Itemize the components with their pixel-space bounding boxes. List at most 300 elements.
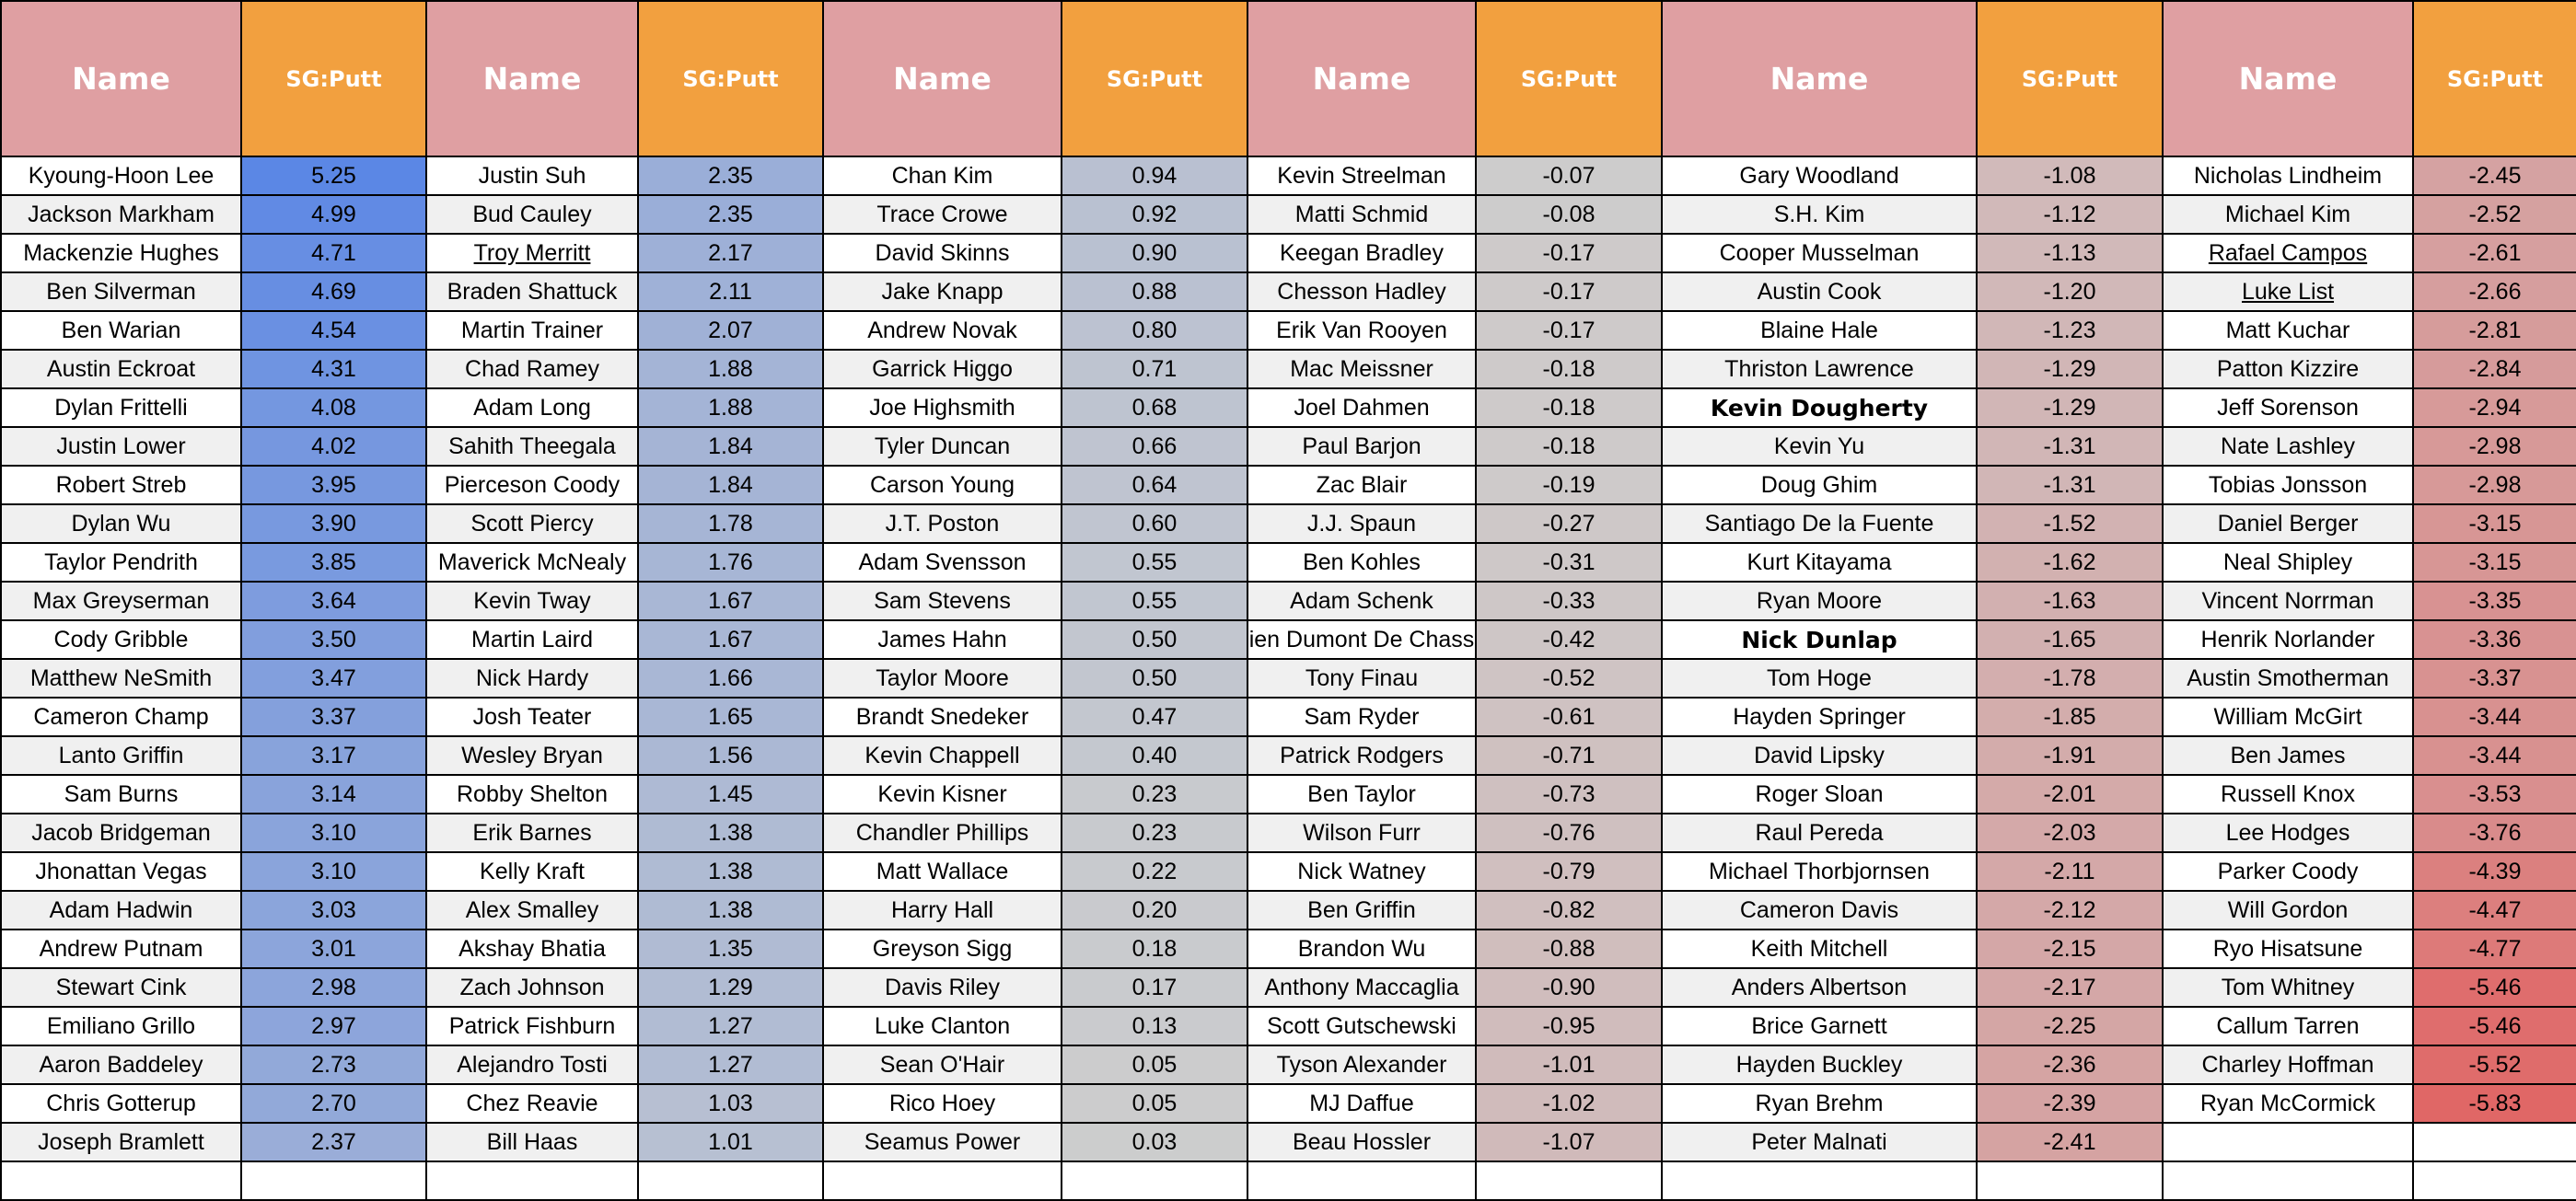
sg-putt-cell[interactable]: 3.01 — [241, 930, 426, 968]
player-name-cell[interactable]: Justin Suh — [426, 156, 638, 195]
sg-putt-cell[interactable]: 0.68 — [1062, 388, 1247, 427]
sg-putt-cell[interactable]: 0.71 — [1062, 350, 1247, 388]
player-name-cell[interactable]: Tom Whitney — [2163, 968, 2413, 1007]
player-name-cell[interactable]: Seamus Power — [823, 1123, 1062, 1161]
player-name-cell[interactable]: Ryan McCormick — [2163, 1084, 2413, 1123]
player-name-cell[interactable]: Carson Young — [823, 466, 1062, 504]
sg-putt-cell[interactable]: -0.17 — [1476, 311, 1662, 350]
player-name-cell[interactable]: Alex Smalley — [426, 891, 638, 930]
sg-putt-cell[interactable]: 1.29 — [638, 968, 823, 1007]
sg-putt-cell[interactable]: -0.52 — [1476, 659, 1662, 698]
sg-putt-cell[interactable]: -1.78 — [1977, 659, 2163, 698]
sg-putt-cell[interactable]: 2.17 — [638, 234, 823, 272]
player-name-cell[interactable]: Beau Hossler — [1247, 1123, 1476, 1161]
sg-putt-cell[interactable]: -0.61 — [1476, 698, 1662, 736]
player-name-cell[interactable]: Tom Hoge — [1662, 659, 1977, 698]
sg-putt-cell[interactable]: 2.97 — [241, 1007, 426, 1045]
name-header-1[interactable]: Name — [1, 1, 241, 156]
player-name-cell[interactable]: Callum Tarren — [2163, 1007, 2413, 1045]
player-name-cell[interactable]: Brandt Snedeker — [823, 698, 1062, 736]
player-name-cell[interactable]: Jeff Sorenson — [2163, 388, 2413, 427]
player-name-cell[interactable]: Tyler Duncan — [823, 427, 1062, 466]
sg-putt-cell[interactable]: -1.62 — [1977, 543, 2163, 582]
sg-putt-cell[interactable]: 1.45 — [638, 775, 823, 814]
player-name-cell[interactable]: William McGirt — [2163, 698, 2413, 736]
sg-putt-cell[interactable]: 4.08 — [241, 388, 426, 427]
sg-putt-cell[interactable]: 3.17 — [241, 736, 426, 775]
player-name-cell[interactable]: Brandon Wu — [1247, 930, 1476, 968]
player-name-cell[interactable]: Adam Long — [426, 388, 638, 427]
player-name-cell[interactable]: Blaine Hale — [1662, 311, 1977, 350]
player-name-cell[interactable]: Adam Hadwin — [1, 891, 241, 930]
sg-putt-cell[interactable]: 0.20 — [1062, 891, 1247, 930]
player-name-cell[interactable]: Cameron Champ — [1, 698, 241, 736]
sg-putt-cell[interactable]: 5.25 — [241, 156, 426, 195]
player-name-cell[interactable]: Kevin Kisner — [823, 775, 1062, 814]
player-name-cell[interactable]: Zac Blair — [1247, 466, 1476, 504]
sg-putt-cell[interactable]: 0.90 — [1062, 234, 1247, 272]
empty-cell[interactable] — [1977, 1161, 2163, 1200]
player-name-cell[interactable]: Anders Albertson — [1662, 968, 1977, 1007]
sg-putt-cell[interactable]: 0.22 — [1062, 852, 1247, 891]
sg-putt-cell[interactable]: -2.39 — [1977, 1084, 2163, 1123]
sg-putt-cell[interactable]: -0.08 — [1476, 195, 1662, 234]
player-name-cell[interactable]: Austin Cook — [1662, 272, 1977, 311]
player-name-cell[interactable]: Max Greyserman — [1, 582, 241, 620]
player-name-cell[interactable]: Cody Gribble — [1, 620, 241, 659]
sg-putt-cell[interactable]: 3.64 — [241, 582, 426, 620]
player-name-cell[interactable]: Sahith Theegala — [426, 427, 638, 466]
player-name-cell[interactable]: Luke List — [2163, 272, 2413, 311]
player-name-cell[interactable]: Austin Smotherman — [2163, 659, 2413, 698]
player-name-cell[interactable]: Justin Lower — [1, 427, 241, 466]
sg-putt-cell[interactable]: 2.11 — [638, 272, 823, 311]
sg-putt-cell[interactable]: 0.05 — [1062, 1084, 1247, 1123]
player-name-cell[interactable]: Peter Malnati — [1662, 1123, 1977, 1161]
player-name-cell[interactable]: James Hahn — [823, 620, 1062, 659]
sg-putt-cell[interactable]: 1.88 — [638, 388, 823, 427]
player-name-cell[interactable]: Robby Shelton — [426, 775, 638, 814]
sg-putt-header-1[interactable]: SG:Putt — [241, 1, 426, 156]
sg-putt-header-6[interactable]: SG:Putt — [2413, 1, 2576, 156]
sg-putt-cell[interactable]: -0.18 — [1476, 350, 1662, 388]
player-name-cell[interactable]: Tobias Jonsson — [2163, 466, 2413, 504]
sg-putt-cell[interactable]: -3.15 — [2413, 543, 2576, 582]
player-name-cell[interactable]: Doug Ghim — [1662, 466, 1977, 504]
sg-putt-cell[interactable]: 1.01 — [638, 1123, 823, 1161]
sg-putt-cell[interactable]: -1.85 — [1977, 698, 2163, 736]
sg-putt-cell[interactable]: -1.02 — [1476, 1084, 1662, 1123]
sg-putt-cell[interactable]: 0.18 — [1062, 930, 1247, 968]
sg-putt-cell[interactable]: -0.33 — [1476, 582, 1662, 620]
sg-putt-cell[interactable]: -2.17 — [1977, 968, 2163, 1007]
player-name-cell[interactable]: J.J. Spaun — [1247, 504, 1476, 543]
sg-putt-cell[interactable]: 4.02 — [241, 427, 426, 466]
sg-putt-cell[interactable]: -5.46 — [2413, 968, 2576, 1007]
player-name-cell[interactable]: David Skinns — [823, 234, 1062, 272]
player-name-cell[interactable]: Sam Stevens — [823, 582, 1062, 620]
player-name-cell[interactable]: Matt Wallace — [823, 852, 1062, 891]
player-name-cell[interactable]: Lee Hodges — [2163, 814, 2413, 852]
player-name-cell[interactable]: Roger Sloan — [1662, 775, 1977, 814]
player-name-cell[interactable]: Trace Crowe — [823, 195, 1062, 234]
sg-putt-cell[interactable]: -1.23 — [1977, 311, 2163, 350]
sg-putt-cell[interactable]: -3.53 — [2413, 775, 2576, 814]
sg-putt-cell[interactable]: -0.90 — [1476, 968, 1662, 1007]
player-name-cell[interactable]: Tyson Alexander — [1247, 1045, 1476, 1084]
sg-putt-cell[interactable]: -0.07 — [1476, 156, 1662, 195]
empty-cell[interactable] — [2413, 1123, 2576, 1161]
empty-cell[interactable] — [823, 1161, 1062, 1200]
sg-putt-cell[interactable]: -0.82 — [1476, 891, 1662, 930]
sg-putt-cell[interactable]: 2.37 — [241, 1123, 426, 1161]
player-name-cell[interactable]: Michael Kim — [2163, 195, 2413, 234]
sg-putt-cell[interactable]: -3.35 — [2413, 582, 2576, 620]
sg-putt-cell[interactable]: -5.83 — [2413, 1084, 2576, 1123]
player-name-cell[interactable]: MJ Daffue — [1247, 1084, 1476, 1123]
player-name-cell[interactable]: Kevin Streelman — [1247, 156, 1476, 195]
sg-putt-cell[interactable]: -1.29 — [1977, 388, 2163, 427]
player-name-cell[interactable]: Zach Johnson — [426, 968, 638, 1007]
player-name-cell[interactable]: Hayden Springer — [1662, 698, 1977, 736]
player-name-cell[interactable]: Michael Thorbjornsen — [1662, 852, 1977, 891]
player-name-cell[interactable]: Wilson Furr — [1247, 814, 1476, 852]
player-name-cell[interactable]: Keegan Bradley — [1247, 234, 1476, 272]
player-name-cell[interactable]: J.T. Poston — [823, 504, 1062, 543]
player-name-cell[interactable]: Matti Schmid — [1247, 195, 1476, 234]
player-name-cell[interactable]: Patrick Rodgers — [1247, 736, 1476, 775]
player-name-cell[interactable]: Kurt Kitayama — [1662, 543, 1977, 582]
sg-putt-cell[interactable]: 0.94 — [1062, 156, 1247, 195]
sg-putt-cell[interactable]: 3.37 — [241, 698, 426, 736]
player-name-cell[interactable]: Charley Hoffman — [2163, 1045, 2413, 1084]
player-name-cell[interactable]: Mac Meissner — [1247, 350, 1476, 388]
player-name-cell[interactable]: Adam Svensson — [823, 543, 1062, 582]
player-name-cell[interactable]: Vincent Norrman — [2163, 582, 2413, 620]
player-name-cell[interactable]: Kevin Tway — [426, 582, 638, 620]
empty-cell[interactable] — [1247, 1161, 1476, 1200]
player-name-cell[interactable]: Paul Barjon — [1247, 427, 1476, 466]
player-name-cell[interactable]: Nick Hardy — [426, 659, 638, 698]
sg-putt-cell[interactable]: 1.84 — [638, 427, 823, 466]
sg-putt-header-5[interactable]: SG:Putt — [1977, 1, 2163, 156]
player-name-cell[interactable]: Greyson Sigg — [823, 930, 1062, 968]
player-name-cell[interactable]: Keith Mitchell — [1662, 930, 1977, 968]
sg-putt-cell[interactable]: -0.17 — [1476, 272, 1662, 311]
player-name-cell[interactable]: Ben Taylor — [1247, 775, 1476, 814]
player-name-cell[interactable]: Bud Cauley — [426, 195, 638, 234]
sg-putt-cell[interactable]: 1.84 — [638, 466, 823, 504]
player-name-cell[interactable]: Jhonattan Vegas — [1, 852, 241, 891]
sg-putt-cell[interactable]: 0.50 — [1062, 659, 1247, 698]
player-name-cell[interactable]: Maverick McNealy — [426, 543, 638, 582]
player-name-cell[interactable]: Tony Finau — [1247, 659, 1476, 698]
sg-putt-cell[interactable]: 2.70 — [241, 1084, 426, 1123]
player-name-cell[interactable]: Taylor Moore — [823, 659, 1062, 698]
player-name-cell[interactable]: Dylan Wu — [1, 504, 241, 543]
player-name-cell[interactable]: Luke Clanton — [823, 1007, 1062, 1045]
sg-putt-cell[interactable]: 0.03 — [1062, 1123, 1247, 1161]
sg-putt-cell[interactable]: -2.25 — [1977, 1007, 2163, 1045]
sg-putt-cell[interactable]: 0.60 — [1062, 504, 1247, 543]
sg-putt-cell[interactable]: -0.76 — [1476, 814, 1662, 852]
sg-putt-cell[interactable]: -0.17 — [1476, 234, 1662, 272]
player-name-cell[interactable]: Robert Streb — [1, 466, 241, 504]
sg-putt-cell[interactable]: -1.31 — [1977, 427, 2163, 466]
player-name-cell[interactable]: Ben James — [2163, 736, 2413, 775]
sg-putt-cell[interactable]: 1.88 — [638, 350, 823, 388]
sg-putt-cell[interactable]: -0.42 — [1476, 620, 1662, 659]
sg-putt-cell[interactable]: 0.88 — [1062, 272, 1247, 311]
sg-putt-cell[interactable]: 3.50 — [241, 620, 426, 659]
player-name-cell[interactable]: Will Gordon — [2163, 891, 2413, 930]
sg-putt-cell[interactable]: 3.10 — [241, 814, 426, 852]
player-name-cell[interactable]: Chad Ramey — [426, 350, 638, 388]
sg-putt-cell[interactable]: -2.66 — [2413, 272, 2576, 311]
player-name-cell[interactable]: Scott Piercy — [426, 504, 638, 543]
sg-putt-cell[interactable]: -2.98 — [2413, 427, 2576, 466]
player-name-cell[interactable]: Josh Teater — [426, 698, 638, 736]
sg-putt-cell[interactable]: 0.13 — [1062, 1007, 1247, 1045]
player-name-cell[interactable]: Cooper Musselman — [1662, 234, 1977, 272]
player-name-cell[interactable]: Gary Woodland — [1662, 156, 1977, 195]
sg-putt-cell[interactable]: 0.55 — [1062, 543, 1247, 582]
sg-putt-cell[interactable]: 1.76 — [638, 543, 823, 582]
sg-putt-cell[interactable]: -1.08 — [1977, 156, 2163, 195]
sg-putt-cell[interactable]: -1.52 — [1977, 504, 2163, 543]
player-name-cell[interactable]: Nick Dunlap — [1662, 620, 1977, 659]
sg-putt-cell[interactable]: -3.76 — [2413, 814, 2576, 852]
sg-putt-cell[interactable]: 3.10 — [241, 852, 426, 891]
player-name-cell[interactable]: Joe Highsmith — [823, 388, 1062, 427]
sg-putt-cell[interactable]: 0.47 — [1062, 698, 1247, 736]
player-name-cell[interactable]: Henrik Norlander — [2163, 620, 2413, 659]
sg-putt-cell[interactable]: -1.29 — [1977, 350, 2163, 388]
sg-putt-cell[interactable]: 3.90 — [241, 504, 426, 543]
empty-cell[interactable] — [1, 1161, 241, 1200]
player-name-cell[interactable]: Parker Coody — [2163, 852, 2413, 891]
empty-cell[interactable] — [426, 1161, 638, 1200]
sg-putt-cell[interactable]: -1.12 — [1977, 195, 2163, 234]
player-name-cell[interactable]: Davis Riley — [823, 968, 1062, 1007]
sg-putt-cell[interactable]: -1.13 — [1977, 234, 2163, 272]
player-name-cell[interactable]: Erik Barnes — [426, 814, 638, 852]
player-name-cell[interactable]: Chez Reavie — [426, 1084, 638, 1123]
player-name-cell[interactable]: Emiliano Grillo — [1, 1007, 241, 1045]
sg-putt-cell[interactable]: 3.03 — [241, 891, 426, 930]
player-name-cell[interactable]: Brice Garnett — [1662, 1007, 1977, 1045]
sg-putt-cell[interactable]: -2.98 — [2413, 466, 2576, 504]
player-name-cell[interactable]: Sam Ryder — [1247, 698, 1476, 736]
player-name-cell[interactable]: Taylor Pendrith — [1, 543, 241, 582]
player-name-cell[interactable]: Chesson Hadley — [1247, 272, 1476, 311]
player-name-cell[interactable]: Lanto Griffin — [1, 736, 241, 775]
sg-putt-cell[interactable]: -2.94 — [2413, 388, 2576, 427]
sg-putt-header-2[interactable]: SG:Putt — [638, 1, 823, 156]
sg-putt-header-4[interactable]: SG:Putt — [1476, 1, 1662, 156]
player-name-cell[interactable]: Daniel Berger — [2163, 504, 2413, 543]
sg-putt-cell[interactable]: 4.69 — [241, 272, 426, 311]
sg-putt-cell[interactable]: -0.79 — [1476, 852, 1662, 891]
player-name-cell[interactable]: Harry Hall — [823, 891, 1062, 930]
sg-putt-cell[interactable]: 4.71 — [241, 234, 426, 272]
player-name-cell[interactable]: Patrick Fishburn — [426, 1007, 638, 1045]
empty-cell[interactable] — [241, 1161, 426, 1200]
player-name-cell[interactable]: Ryan Brehm — [1662, 1084, 1977, 1123]
sg-putt-cell[interactable]: -1.63 — [1977, 582, 2163, 620]
sg-putt-cell[interactable]: -2.12 — [1977, 891, 2163, 930]
sg-putt-cell[interactable]: -1.65 — [1977, 620, 2163, 659]
sg-putt-cell[interactable]: -2.03 — [1977, 814, 2163, 852]
sg-putt-cell[interactable]: 0.05 — [1062, 1045, 1247, 1084]
sg-putt-cell[interactable]: -2.01 — [1977, 775, 2163, 814]
sg-putt-cell[interactable]: 1.65 — [638, 698, 823, 736]
name-header-3[interactable]: Name — [823, 1, 1062, 156]
sg-putt-cell[interactable]: 1.78 — [638, 504, 823, 543]
sg-putt-cell[interactable]: -0.31 — [1476, 543, 1662, 582]
sg-putt-cell[interactable]: 1.38 — [638, 852, 823, 891]
sg-putt-cell[interactable]: 4.31 — [241, 350, 426, 388]
player-name-cell[interactable]: Ben Griffin — [1247, 891, 1476, 930]
player-name-cell[interactable]: Kevin Chappell — [823, 736, 1062, 775]
player-name-cell[interactable]: Stewart Cink — [1, 968, 241, 1007]
sg-putt-cell[interactable]: -0.27 — [1476, 504, 1662, 543]
name-header-4[interactable]: Name — [1247, 1, 1476, 156]
sg-putt-cell[interactable]: 2.07 — [638, 311, 823, 350]
player-name-cell[interactable]: Santiago De la Fuente — [1662, 504, 1977, 543]
player-name-cell[interactable]: Braden Shattuck — [426, 272, 638, 311]
player-name-cell[interactable]: Nicholas Lindheim — [2163, 156, 2413, 195]
player-name-cell[interactable]: Patton Kizzire — [2163, 350, 2413, 388]
player-name-cell[interactable]: Matt Kuchar — [2163, 311, 2413, 350]
player-name-cell[interactable]: Kelly Kraft — [426, 852, 638, 891]
sg-putt-cell[interactable]: 0.23 — [1062, 775, 1247, 814]
sg-putt-cell[interactable]: 1.35 — [638, 930, 823, 968]
player-name-cell[interactable]: Cameron Davis — [1662, 891, 1977, 930]
sg-putt-cell[interactable]: -5.46 — [2413, 1007, 2576, 1045]
sg-putt-cell[interactable]: -4.39 — [2413, 852, 2576, 891]
sg-putt-cell[interactable]: -2.41 — [1977, 1123, 2163, 1161]
sg-putt-cell[interactable]: -0.88 — [1476, 930, 1662, 968]
player-name-cell[interactable]: ien Dumont De Chass — [1247, 620, 1476, 659]
player-name-cell[interactable]: Ryo Hisatsune — [2163, 930, 2413, 968]
player-name-cell[interactable]: Ben Warian — [1, 311, 241, 350]
name-header-2[interactable]: Name — [426, 1, 638, 156]
player-name-cell[interactable]: Ryan Moore — [1662, 582, 1977, 620]
sg-putt-cell[interactable]: -1.01 — [1476, 1045, 1662, 1084]
sg-putt-cell[interactable]: 1.27 — [638, 1045, 823, 1084]
sg-putt-cell[interactable]: -4.77 — [2413, 930, 2576, 968]
player-name-cell[interactable]: Joseph Bramlett — [1, 1123, 241, 1161]
player-name-cell[interactable]: Andrew Putnam — [1, 930, 241, 968]
sg-putt-cell[interactable]: 3.85 — [241, 543, 426, 582]
sg-putt-cell[interactable]: -1.20 — [1977, 272, 2163, 311]
player-name-cell[interactable]: Matthew NeSmith — [1, 659, 241, 698]
player-name-cell[interactable]: Russell Knox — [2163, 775, 2413, 814]
player-name-cell[interactable]: Dylan Frittelli — [1, 388, 241, 427]
player-name-cell[interactable]: Alejandro Tosti — [426, 1045, 638, 1084]
player-name-cell[interactable]: Neal Shipley — [2163, 543, 2413, 582]
player-name-cell[interactable]: Jackson Markham — [1, 195, 241, 234]
sg-putt-cell[interactable]: -2.36 — [1977, 1045, 2163, 1084]
sg-putt-cell[interactable]: 0.23 — [1062, 814, 1247, 852]
sg-putt-cell[interactable]: -0.18 — [1476, 427, 1662, 466]
name-header-6[interactable]: Name — [2163, 1, 2413, 156]
sg-putt-cell[interactable]: 3.47 — [241, 659, 426, 698]
sg-putt-cell[interactable]: -3.36 — [2413, 620, 2576, 659]
player-name-cell[interactable]: Pierceson Coody — [426, 466, 638, 504]
sg-putt-cell[interactable]: 0.92 — [1062, 195, 1247, 234]
sg-putt-cell[interactable]: 1.03 — [638, 1084, 823, 1123]
sg-putt-cell[interactable]: 1.38 — [638, 814, 823, 852]
empty-cell[interactable] — [1662, 1161, 1977, 1200]
name-header-5[interactable]: Name — [1662, 1, 1977, 156]
sg-putt-cell[interactable]: 0.50 — [1062, 620, 1247, 659]
sg-putt-cell[interactable]: -5.52 — [2413, 1045, 2576, 1084]
player-name-cell[interactable]: Nate Lashley — [2163, 427, 2413, 466]
player-name-cell[interactable]: Kevin Yu — [1662, 427, 1977, 466]
empty-cell[interactable] — [1476, 1161, 1662, 1200]
player-name-cell[interactable]: S.H. Kim — [1662, 195, 1977, 234]
sg-putt-cell[interactable]: 0.80 — [1062, 311, 1247, 350]
player-name-cell[interactable]: Thriston Lawrence — [1662, 350, 1977, 388]
player-name-cell[interactable]: Nick Watney — [1247, 852, 1476, 891]
sg-putt-cell[interactable]: -2.45 — [2413, 156, 2576, 195]
player-name-cell[interactable]: Kevin Dougherty — [1662, 388, 1977, 427]
sg-putt-cell[interactable]: 1.67 — [638, 582, 823, 620]
sg-putt-cell[interactable]: -4.47 — [2413, 891, 2576, 930]
player-name-cell[interactable]: Martin Trainer — [426, 311, 638, 350]
sg-putt-cell[interactable]: -2.61 — [2413, 234, 2576, 272]
player-name-cell[interactable]: Wesley Bryan — [426, 736, 638, 775]
player-name-cell[interactable]: Bill Haas — [426, 1123, 638, 1161]
empty-cell[interactable] — [2163, 1123, 2413, 1161]
player-name-cell[interactable]: Aaron Baddeley — [1, 1045, 241, 1084]
sg-putt-cell[interactable]: 1.66 — [638, 659, 823, 698]
sg-putt-cell[interactable]: -0.95 — [1476, 1007, 1662, 1045]
sg-putt-cell[interactable]: 3.95 — [241, 466, 426, 504]
player-name-cell[interactable]: Sam Burns — [1, 775, 241, 814]
player-name-cell[interactable]: Martin Laird — [426, 620, 638, 659]
sg-putt-cell[interactable]: 4.54 — [241, 311, 426, 350]
player-name-cell[interactable]: Jake Knapp — [823, 272, 1062, 311]
player-name-cell[interactable]: Ben Kohles — [1247, 543, 1476, 582]
sg-putt-cell[interactable]: -2.15 — [1977, 930, 2163, 968]
sg-putt-cell[interactable]: 1.27 — [638, 1007, 823, 1045]
sg-putt-cell[interactable]: 0.64 — [1062, 466, 1247, 504]
empty-cell[interactable] — [2413, 1161, 2576, 1200]
player-name-cell[interactable]: Troy Merritt — [426, 234, 638, 272]
sg-putt-header-3[interactable]: SG:Putt — [1062, 1, 1247, 156]
sg-putt-cell[interactable]: -0.19 — [1476, 466, 1662, 504]
sg-putt-cell[interactable]: 2.73 — [241, 1045, 426, 1084]
player-name-cell[interactable]: Ben Silverman — [1, 272, 241, 311]
sg-putt-cell[interactable]: 0.55 — [1062, 582, 1247, 620]
player-name-cell[interactable]: Chandler Phillips — [823, 814, 1062, 852]
sg-putt-cell[interactable]: 3.14 — [241, 775, 426, 814]
sg-putt-cell[interactable]: -1.91 — [1977, 736, 2163, 775]
sg-putt-cell[interactable]: -0.73 — [1476, 775, 1662, 814]
sg-putt-cell[interactable]: 4.99 — [241, 195, 426, 234]
player-name-cell[interactable]: David Lipsky — [1662, 736, 1977, 775]
sg-putt-cell[interactable]: -2.84 — [2413, 350, 2576, 388]
player-name-cell[interactable]: Joel Dahmen — [1247, 388, 1476, 427]
sg-putt-cell[interactable]: -2.81 — [2413, 311, 2576, 350]
empty-cell[interactable] — [638, 1161, 823, 1200]
sg-putt-cell[interactable]: 1.38 — [638, 891, 823, 930]
sg-putt-cell[interactable]: -3.37 — [2413, 659, 2576, 698]
player-name-cell[interactable]: Scott Gutschewski — [1247, 1007, 1476, 1045]
